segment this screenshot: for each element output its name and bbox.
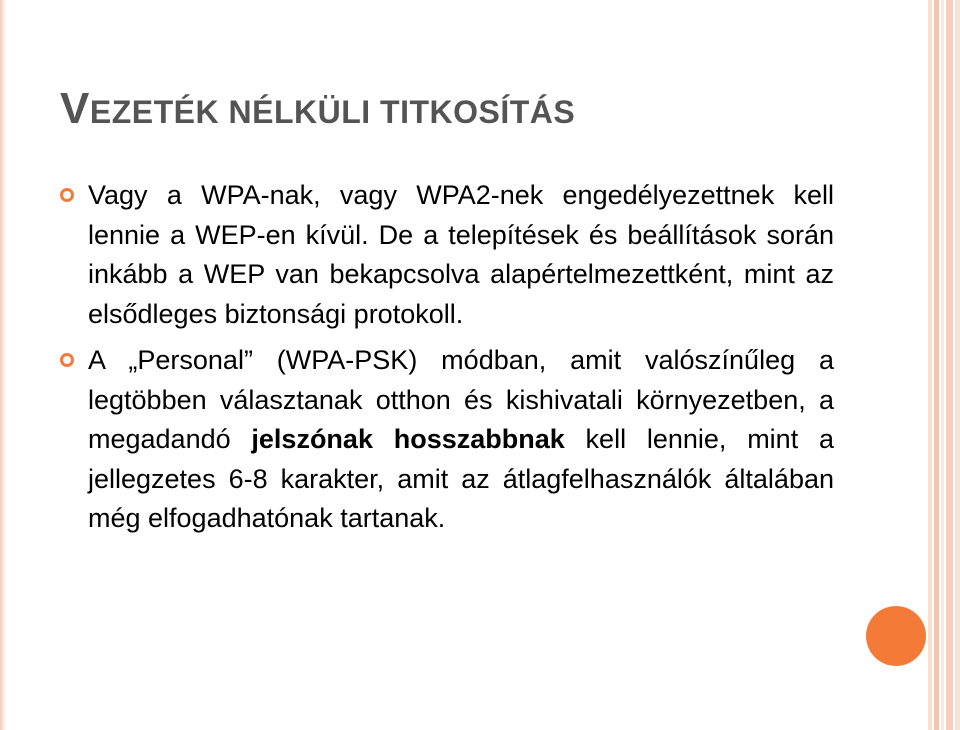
slide-title [60,84,575,134]
right-stripe-4 [946,0,953,730]
bullet-text-after: kell lennie, mint a jellegzetes 6-8 karakter, amit az átlagfelhasználók általában még elfogadhatónak tartanak. [88,424,834,533]
orange-circle-decoration [866,606,926,666]
right-stripe-5 [955,0,960,730]
bullet-item-2 [58,341,834,539]
bullet-text-before: A „Personal” (WPA-PSK) módban, amit valószínűleg a legtöbben választanak otthon és kishivatali környezetben, a megadandó [88,345,834,454]
orange-ring-bullet-icon [59,352,75,368]
orange-ring-bullet-icon [59,187,75,203]
right-stripe-3 [941,0,944,730]
bullet-list [58,176,834,546]
right-stripe-2 [934,0,939,730]
right-decorative-stripes [928,0,960,730]
bullet-text: Vagy a WPA-nak, vagy WPA2-nek engedélyezettnek kell lennie a WEP-en kívül. De a telepítések és beállítások során inkább a WEP van bekapcsolva alapértelmezettként, mint az elsődleges biztonsági protokoll. [88,180,834,329]
right-stripe-1 [928,0,932,730]
bullet-item-1 [58,176,834,334]
slide-title-initial: V [60,84,90,133]
bullet-text-bold: jelszónak hosszabbnak [251,424,565,454]
left-decorative-stripe [0,0,6,730]
slide-title-rest: EZETÉK NÉLKÜLI TITKOSÍTÁS [89,94,576,130]
